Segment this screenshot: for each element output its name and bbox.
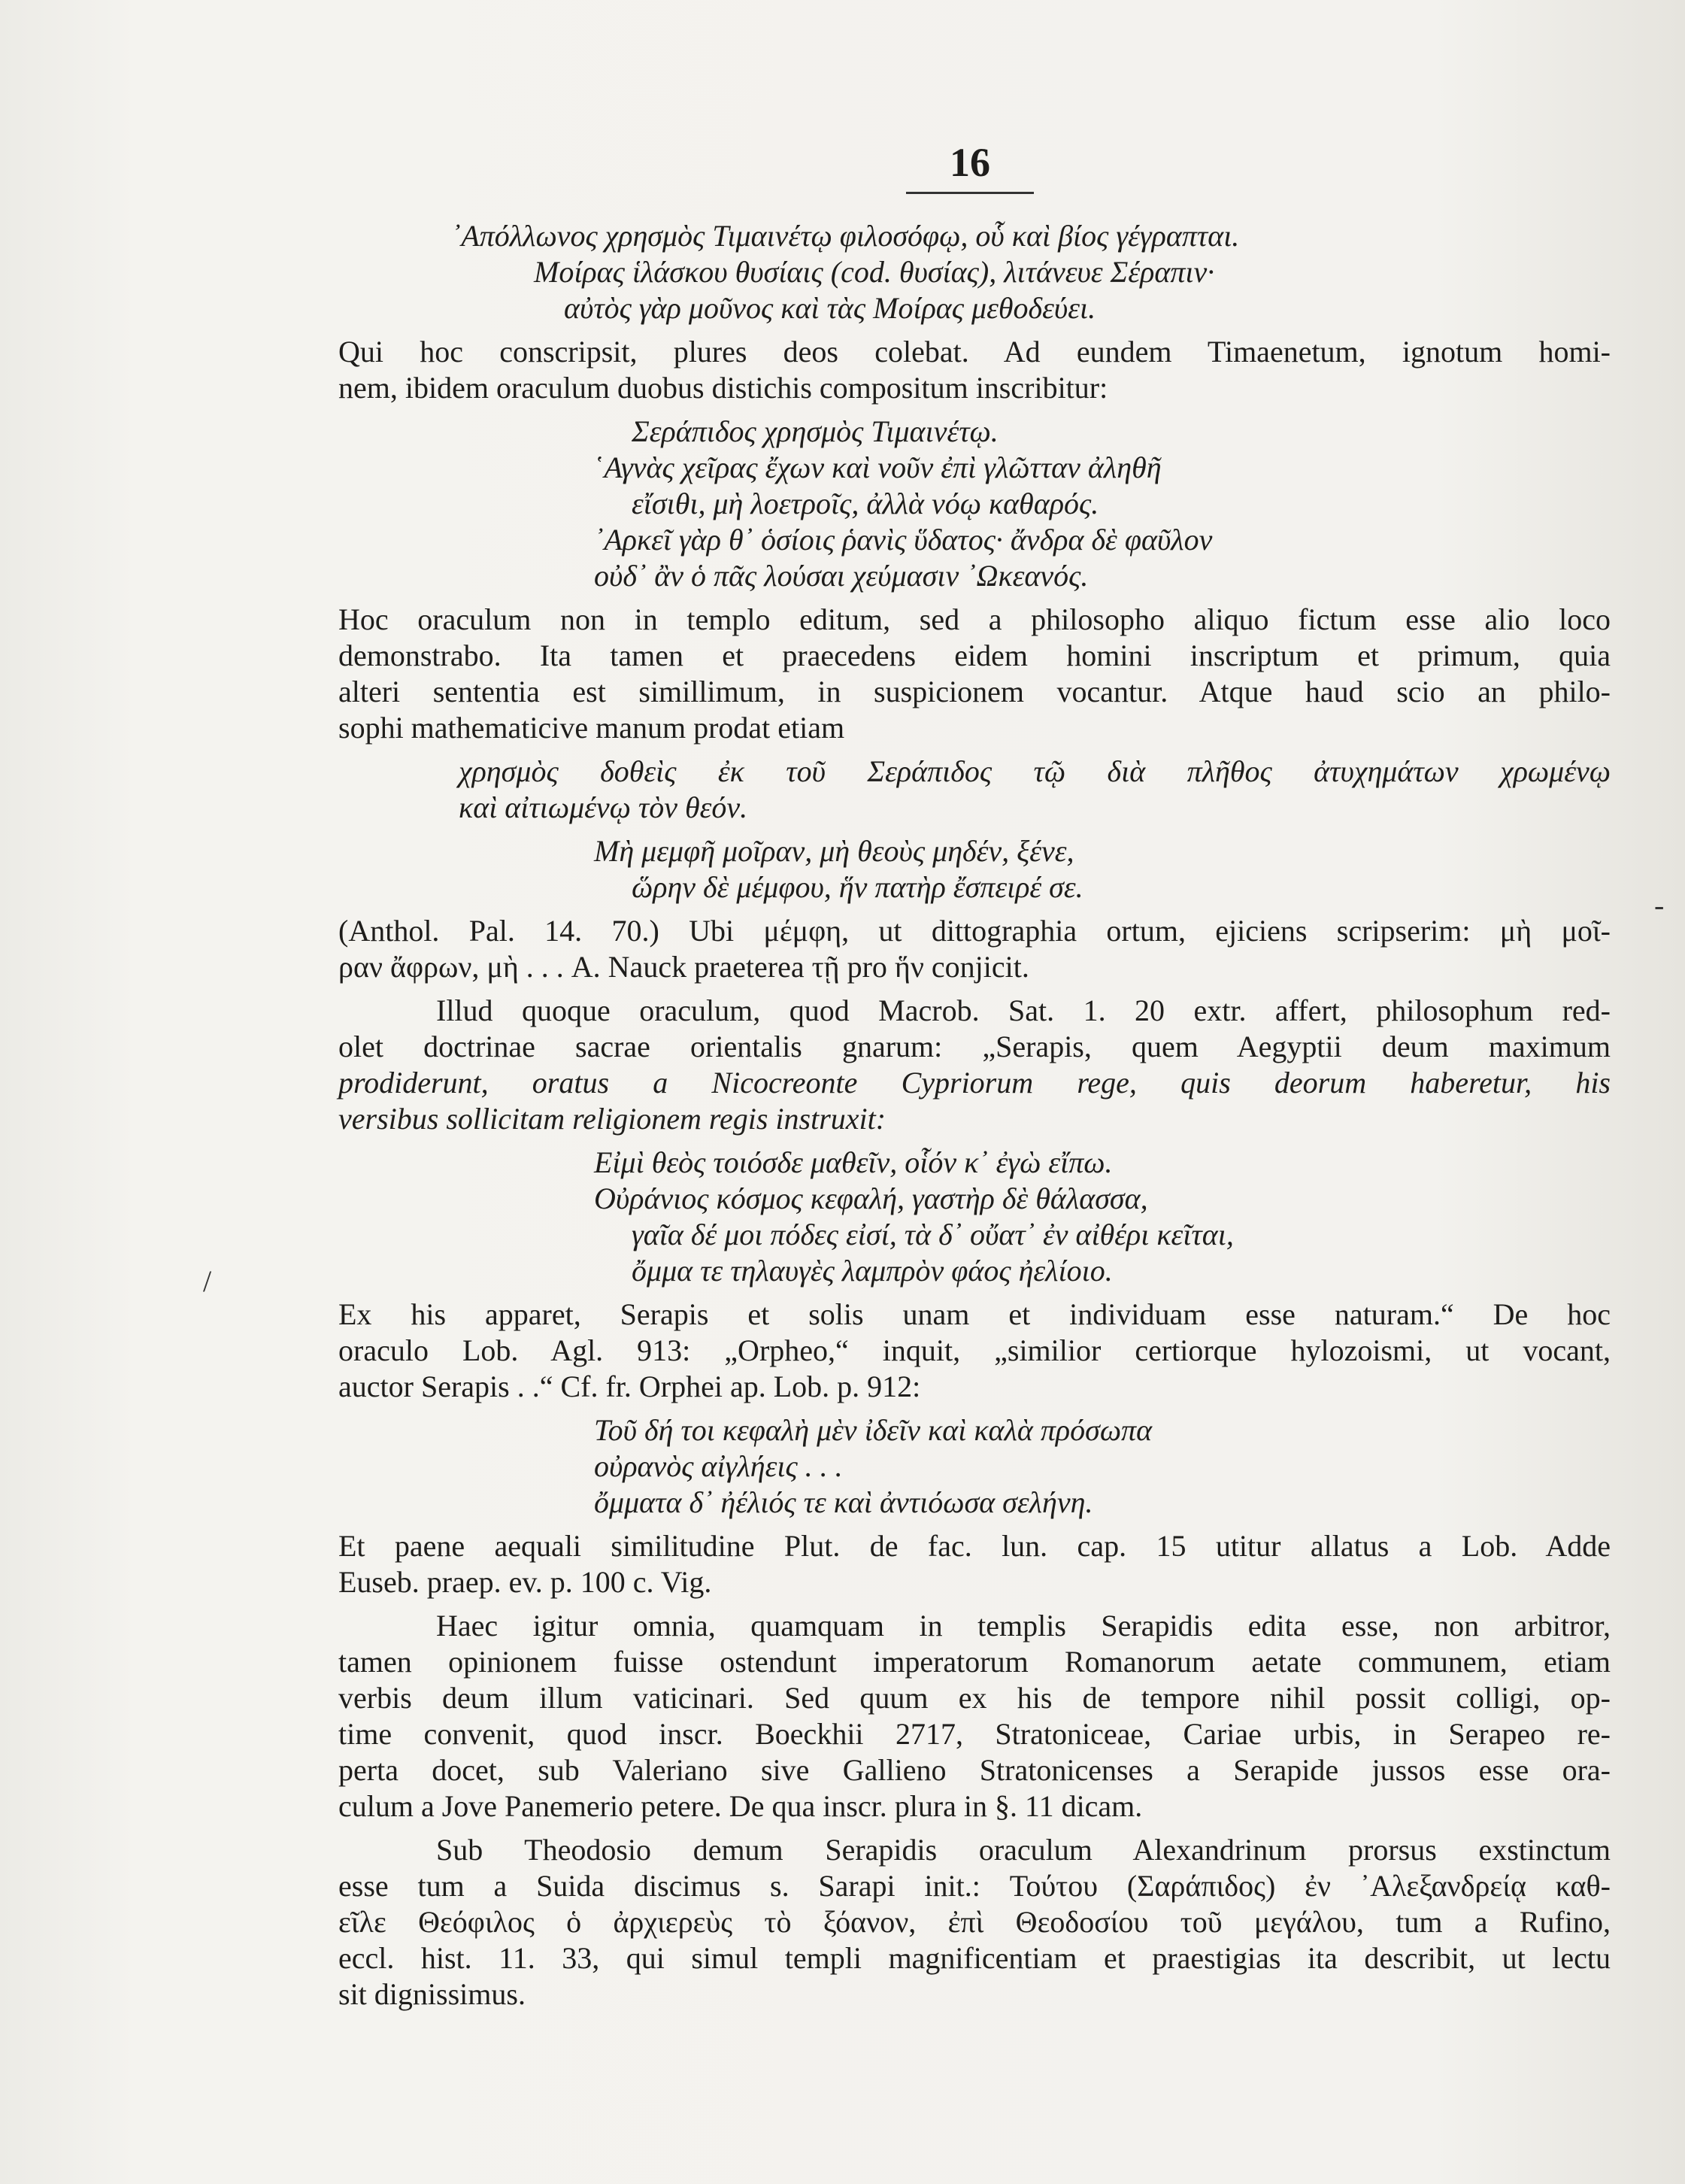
text-line: esse tum a Suida discimus s. Sarapi init.: Τούτου (Σαράπιδος) ἐν ᾿Αλεξανδρείᾳ καθ- (338, 1869, 1611, 1903)
text-line: εἴσιθι, μὴ λοετροῖς, ἀλλὰ νόῳ καθαρός. (632, 487, 1099, 520)
page-number-rule (906, 192, 1034, 194)
text-line: καὶ αἰτιωμένῳ τὸν θεόν. (459, 790, 748, 824)
text-line: Euseb. praep. ev. p. 100 c. Vig. (338, 1565, 712, 1599)
text-line: oraculo Lob. Agl. 913: „Orpheo,“ inquit, „similior certiorque hylozoismi, ut vocant, (338, 1333, 1611, 1367)
text-line: Qui hoc conscripsit, plures deos colebat. Ad eundem Timaenetum, ignotum homi- (338, 335, 1611, 369)
text-line: nem, ibidem oraculum duobus distichis compositum inscribitur: (338, 371, 1108, 405)
text-line: Illud quoque oraculum, quod Macrob. Sat. 1. 20 extr. affert, philosophum red- (436, 993, 1611, 1027)
text-line: ὄμματα δ᾿ ἠέλιός τε καὶ ἀντιόωσα σελήνη. (594, 1485, 1093, 1519)
text-line: auctor Serapis . .“ Cf. fr. Orphei ap. Lob. p. 912: (338, 1370, 921, 1403)
text-line: time convenit, quod inscr. Boeckhii 2717, Stratoniceae, Cariae urbis, in Serapeo re- (338, 1717, 1611, 1751)
text-line: eccl. hist. 11. 33, qui simul templi magnificentiam et praestigias ita describit, ut lectu (338, 1941, 1611, 1975)
text-line: εῖλε Θεόφιλος ὁ ἀρχιερεὺς τὸ ξόανον, ἐπὶ Θεοδοσίου τοῦ μεγάλου, tum a Rufino, (338, 1905, 1611, 1939)
text-line: Οὐράνιος κόσμος κεφαλή, γαστὴρ δὲ θάλασσα, (594, 1181, 1148, 1215)
text-line: demonstrabo. Ita tamen et praecedens eidem homini inscriptum et primum, quia (338, 639, 1611, 672)
page-number: 16 (950, 140, 990, 185)
text-line: Εἰμὶ θεὸς τοιόσδε μαθεῖν, οἷόν κ᾿ ἐγὼ εἴπω. (594, 1145, 1113, 1179)
body-text (338, 218, 1611, 2013)
text-line: olet doctrinae sacrae orientalis gnarum: „Serapis, quem Aegyptii deum maximum (338, 1030, 1611, 1063)
text-line: verbis deum illum vaticinari. Sed quum ex his de tempore nihil possit colligi, op- (338, 1681, 1611, 1715)
text-line: sophi mathematicive manum prodat etiam (338, 711, 845, 745)
text-line: ὥρην δὲ μέμφου, ἥν πατὴρ ἔσπειρέ σε. (632, 870, 1083, 904)
text-line: Et paene aequali similitudine Plut. de fac. lun. cap. 15 utitur allatus a Lob. Adde (338, 1529, 1611, 1563)
text-line: ραν ἄφρων, μὴ . . . A. Nauck praeterea τῇ pro ἥν conjicit. (338, 950, 1029, 984)
text-line: ὄμμα τε τηλαυγὲς λαμπρὸν φάος ἠελίοιο. (632, 1254, 1113, 1288)
text-line: Haec igitur omnia, quamquam in templis Serapidis edita esse, non arbitror, (436, 1609, 1611, 1643)
text-line: alteri sententia est simillimum, in suspicionem vocantur. Atque haud scio an philo- (338, 675, 1611, 708)
margin-mark-slash: / (203, 1264, 212, 1298)
text-line: perta docet, sub Valeriano sive Gallieno Stratonicenses a Serapide jussos esse ora- (338, 1753, 1611, 1787)
text-line: culum a Jove Panemerio petere. De qua inscr. plura in §. 11 dicam. (338, 1789, 1143, 1823)
margin-mark-dash: - (1654, 888, 1665, 922)
text-line: Τοῦ δή τοι κεφαλὴ μὲν ἰδεῖν καὶ καλὰ πρόσωπα (594, 1413, 1153, 1447)
text-line: οὐρανὸς αἰγλήεις . . . (594, 1449, 843, 1483)
text-line: Μὴ μεμφῆ μοῖραν, μὴ θεοὺς μηδέν, ξένε, (594, 834, 1074, 868)
text-line: Hoc oraculum non in templo editum, sed a philosopho aliquo fictum esse alio loco (338, 602, 1611, 636)
text-line: (Anthol. Pal. 14. 70.) Ubi μέμφη, ut dittographia ortum, ejiciens scripserim: μὴ μοῖ- (338, 914, 1611, 948)
text-line: ᾿Αρκεῖ γὰρ θ᾿ ὁσίοις ῥανὶς ὕδατος· ἄνδρα δὲ φαῦλον (594, 523, 1213, 557)
text-line: Sub Theodosio demum Serapidis oraculum Alexandrinum prorsus exstinctum (436, 1833, 1611, 1867)
text-line: tamen opinionem fuisse ostendunt imperatorum Romanorum aetate communem, etiam (338, 1645, 1611, 1679)
text-line: Ex his apparet, Serapis et solis unam et individuam esse naturam.“ De hoc (338, 1297, 1611, 1331)
text-line: sit dignissimus. (338, 1977, 526, 2011)
text-line: prodiderunt, oratus a Nicocreonte Cypriorum rege, quis deorum haberetur, his (338, 1066, 1611, 1100)
text-line: γαῖα δέ μοι πόδες εἰσί, τὰ δ᾿ οὔατ᾿ ἐν αἰθέρι κεῖται, (632, 1218, 1234, 1251)
text-line: χρησμὸς δοθεὶς ἐκ τοῦ Σεράπιδος τῷ διὰ πλῆθος ἀτυχημάτων χρωμένῳ (459, 754, 1611, 788)
text-line: ᾿Απόλλωνος χρησμὸς Τιμαινέτῳ φιλοσόφῳ, οὗ καὶ βίος γέγραπται. (451, 219, 1240, 253)
text-line: versibus sollicitam religionem regis instruxit: (338, 1102, 886, 1136)
text-line: Μοίρας ἱλάσκου θυσίαις (cod. θυσίας), λιτάνευε Σέραπιν· (534, 255, 1215, 289)
text-line: οὐδ᾿ ἂν ὁ πᾶς λούσαι χεύμασιν ᾿Ωκεανός. (594, 559, 1089, 593)
text-line: αὐτὸς γὰρ μοῦνος καὶ τὰς Μοίρας μεθοδεύει. (564, 291, 1096, 325)
text-line: ῾Αγνὰς χεῖρας ἔχων καὶ νοῦν ἐπὶ γλῶτταν ἀληθῆ (594, 450, 1162, 484)
text-line: Σεράπιδος χρησμὸς Τιμαινέτῳ. (632, 414, 999, 448)
